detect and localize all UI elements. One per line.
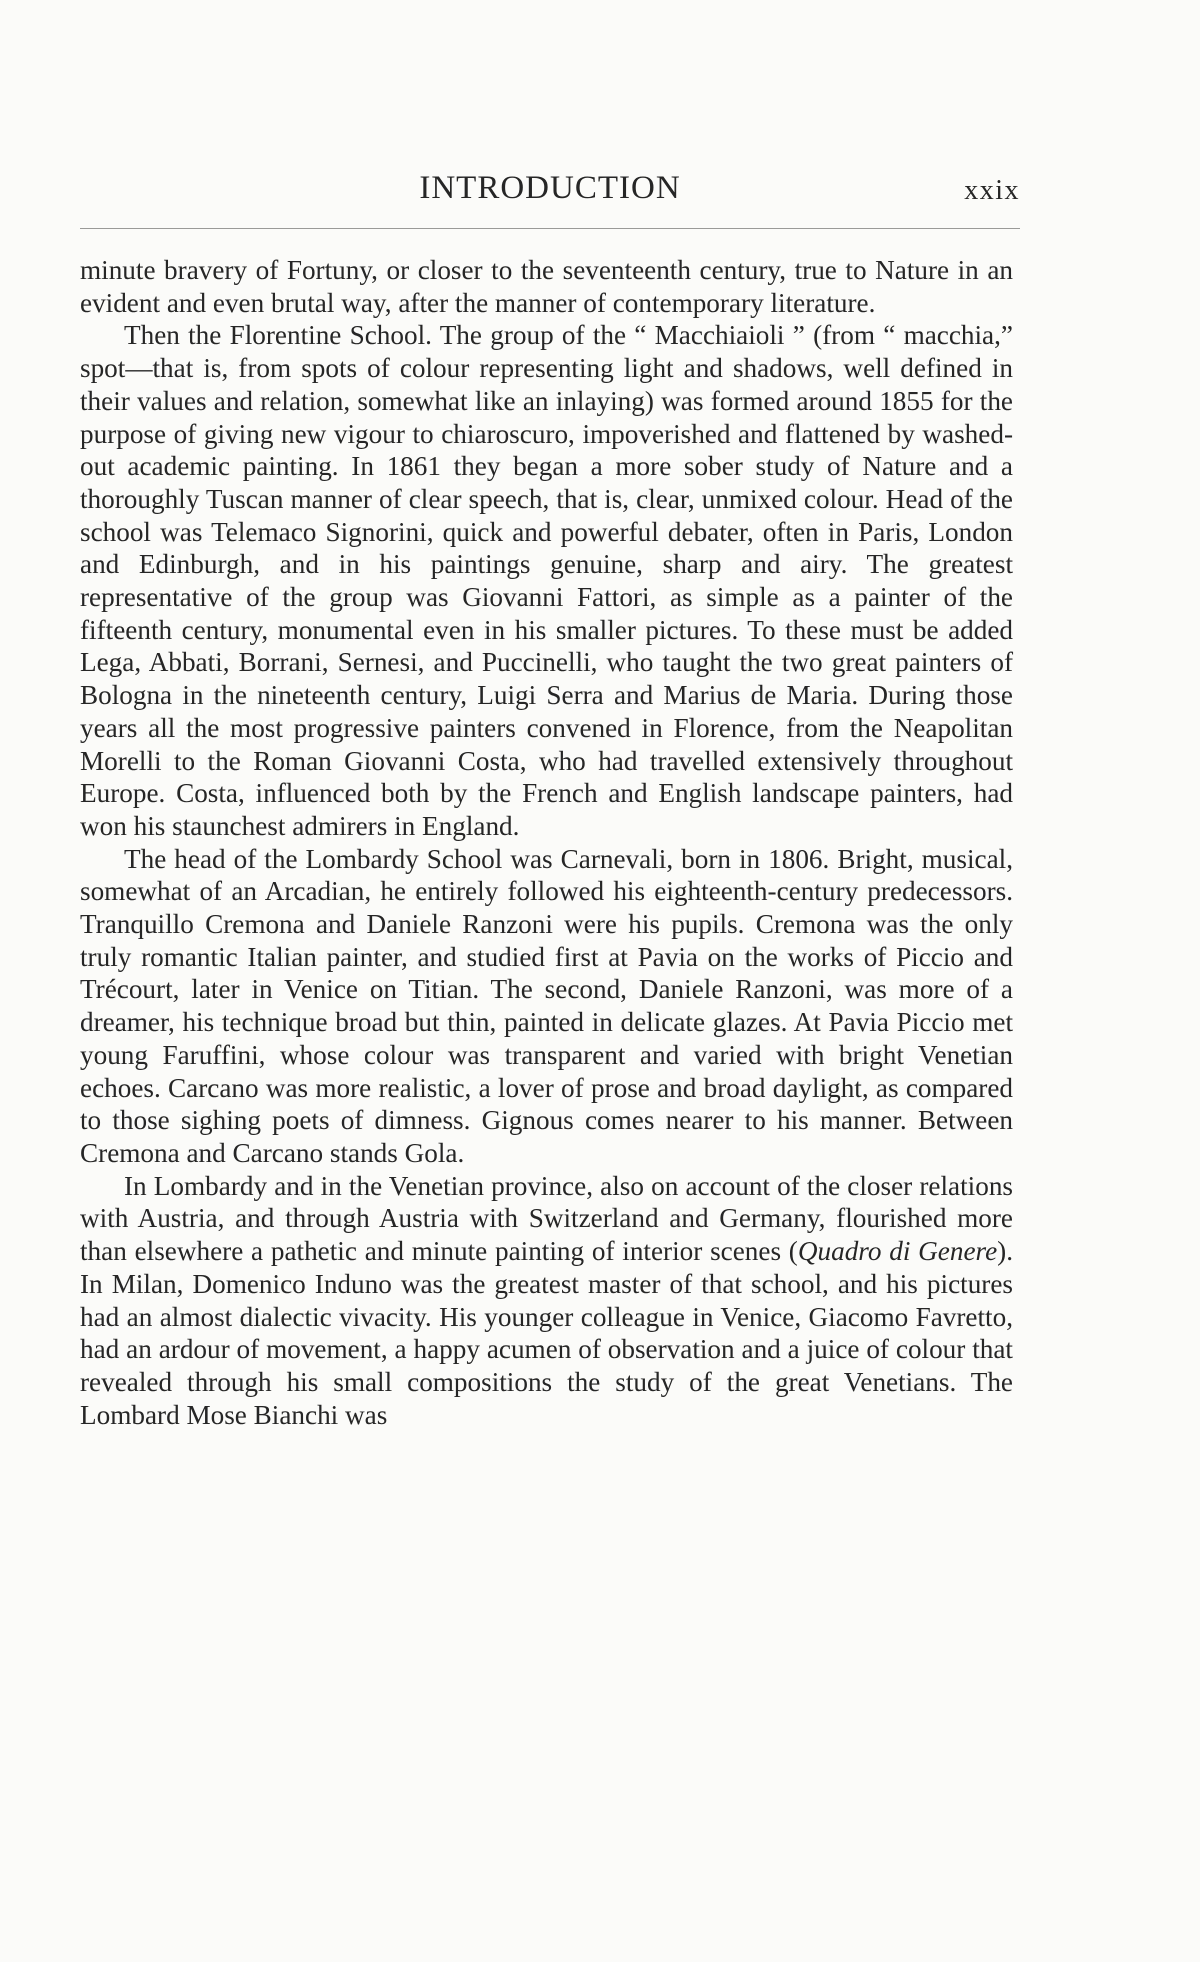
paragraph-4-text-end: ). In Milan, Domenico Induno was the greatest master of that school, and his pictures had an almost dialectic vivacity. His younger colleague in Venice, Giacomo Favretto, had an ardour of movement, a happy acumen of observation and a juice of colour that revealed through his small compositions the study of the great Venetians. The Lombard Mose Bianchi was [80, 1236, 1014, 1430]
paragraph-4-text-start: In Lombardy and in the Venetian province, also on account of the closer relations with Austria, and through Austria with Switzerland and Germany, flourished more than elsewhere a pathetic and minute painting of interior scenes ( [80, 1170, 1013, 1267]
paragraph-4 [80, 1170, 1013, 1432]
paragraph-3: The head of the Lombardy School was Carnevali, born in 1806. Bright, musical, somewhat of an Arcadian, he entirely followed his eighteenth-century predecessors. Tranquillo Cremona and Daniele Ranzoni were his pupils. Cremona was the only truly romantic Italian painter, and studied first at Pavia on the works of Piccio and Trécourt, later in Venice on Titian. The second, Daniele Ranzoni, was more of a dreamer, his technique broad but thin, painted in delicate glazes. At Pavia Piccio met young Faruffini, whose colour was transparent and varied with bright Venetian echoes. Carcano was more realistic, a lover of prose and broad daylight, as compared to those sighing poets of dimness. Gignous comes nearer to his manner. Between Cremona and Carcano stands Gola. [80, 843, 1013, 1168]
paragraph-4-italic-term: Quadro di Genere [797, 1236, 998, 1267]
chapter-title: INTRODUCTION [419, 170, 681, 206]
header-divider [80, 228, 1020, 229]
page-number: xxix [964, 175, 1020, 206]
paragraph-1: minute bravery of Fortuny, or closer to the seventeenth century, true to Nature in an evident and even brutal way, after the manner of contemporary literature. [80, 255, 1013, 318]
running-head [80, 165, 1020, 211]
body-text [80, 254, 1013, 1431]
paragraph-2: Then the Florentine School. The group of the “ Macchiaioli ” (from “ macchia,” spot—that is, from spots of colour representing light and shadows, well defined in their values and relation, somewhat like an inlaying) was formed around 1855 for the purpose of giving new vigour to chiaroscuro, impoverished and flattened by washed-out academic painting. In 1861 they began a more sober study of Nature and a thoroughly Tuscan manner of clear speech, that is, clear, unmixed colour. Head of the school was Telemaco Signorini, quick and powerful debater, often in Paris, London and Edinburgh, and in his paintings genuine, sharp and airy. The greatest representative of the group was Giovanni Fattori, as simple as a painter of the fifteenth century, monumental even in his smaller pictures. To these must be added Lega, Abbati, Borrani, Sernesi, and Puccinelli, who taught the two great painters of Bologna in the nineteenth century, Luigi Serra and Marius de Maria. During those years all the most progressive painters convened in Florence, from the Neapolitan Morelli to the Roman Giovanni Costa, who had travelled extensively throughout Europe. Costa, influenced both by the French and English landscape painters, had won his staunchest admirers in England. [80, 320, 1013, 841]
